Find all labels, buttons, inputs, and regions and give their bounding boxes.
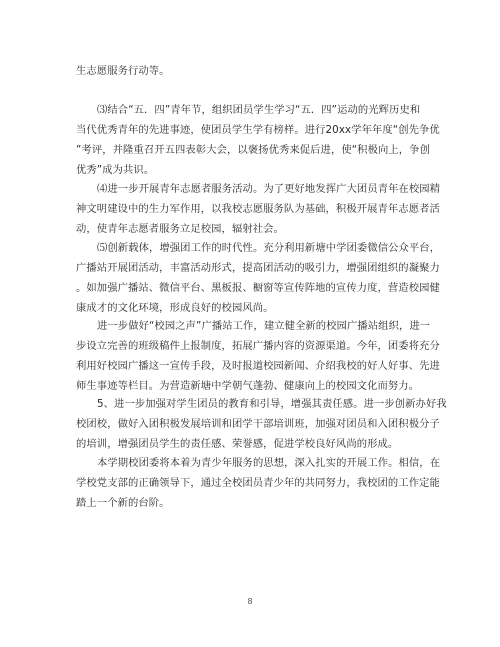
- text-line: ⑸创新载体，增强团工作的时代性。充分利用新塘中学团委微信公众平台，: [97, 242, 441, 254]
- text-line: 校团校，做好入团积极发展培训和团学干部培训班，加强对团员和入团积极分子: [76, 418, 440, 430]
- text-line: 踏上一个新的台阶。: [76, 497, 170, 509]
- text-line: 本学期校团委将本着为青少年服务的思想，深入扎实的开展工作。相信，在: [97, 457, 441, 469]
- paragraph-broadcast: [76, 316, 440, 396]
- paragraph-item-5: [76, 238, 441, 318]
- page-number: 8: [247, 597, 253, 606]
- paragraph-item-4: [76, 179, 441, 239]
- paragraph-conclusion: [76, 453, 441, 513]
- text-line: 的培训，增强团员学生的责任感、荣誉感，促进学校良好风尚的形成。: [76, 438, 399, 450]
- text-line: ⑶结合“五．四”青年节，组织团员学生学习“五．四”运动的光辉历史和: [97, 104, 421, 116]
- text-line: 神文明建设中的生力军作用，以我校志愿服务队为基础，积极开展青年志愿者活: [76, 203, 440, 215]
- paragraph-item-3: [76, 100, 440, 180]
- paragraph-continuation: [76, 61, 428, 81]
- text-line: 生志愿服务行动等。: [76, 65, 170, 77]
- text-line: 。如加强广播站、微信平台、黑板报、橱窗等宣传阵地的宣传力度，营造校园健: [76, 282, 440, 294]
- text-line: 当代优秀青年的先进事迹，使团员学生学有榜样。进行20xx学年年度“创先争优: [76, 124, 440, 136]
- text-line: ⑷进一步开展青年志愿者服务活动。为了更好地发挥广大团员青年在校园精: [97, 183, 441, 195]
- text-line: ”考评，并隆重召开五四表彰大会，以褒扬优秀来促后进，使“积极向上，争创: [76, 144, 430, 156]
- text-line: 广播站开展团活动，丰富活动形式，提高团活动的吸引力，增强团组织的凝聚力: [76, 262, 440, 274]
- paragraph-item-5-education: [76, 394, 447, 454]
- text-line: 进一步做好“校园之声”广播站工作，建立健全新的校园广播站组织，进一: [97, 320, 431, 332]
- text-line: 动，使青年志愿者服务立足校园，辐射社会。: [76, 223, 284, 235]
- text-line: 5、进一步加强对学生团员的教育和引导，增强其责任感。进一步创新办好我: [97, 398, 447, 410]
- text-line: 学校党支部的正确领导下，通过全校团员青少年的共同努力，我校团的工作定能: [76, 477, 440, 489]
- text-line: 步设立完善的班级稿件上报制度，拓展广播内容的资源渠道。今年，团委将充分: [76, 340, 440, 352]
- text-line: 优秀”成为共识。: [76, 164, 155, 176]
- text-line: 师生事迹等栏目。为营造新塘中学朝气蓬勃、健康向上的校园文化而努力。: [76, 380, 420, 392]
- text-line: 利用好校园广播这一宣传手段，及时报道校园新闻、介绍我校的好人好事、先进: [76, 360, 440, 372]
- text-line: 康成才的文化环境，形成良好的校园风尚。: [76, 302, 274, 314]
